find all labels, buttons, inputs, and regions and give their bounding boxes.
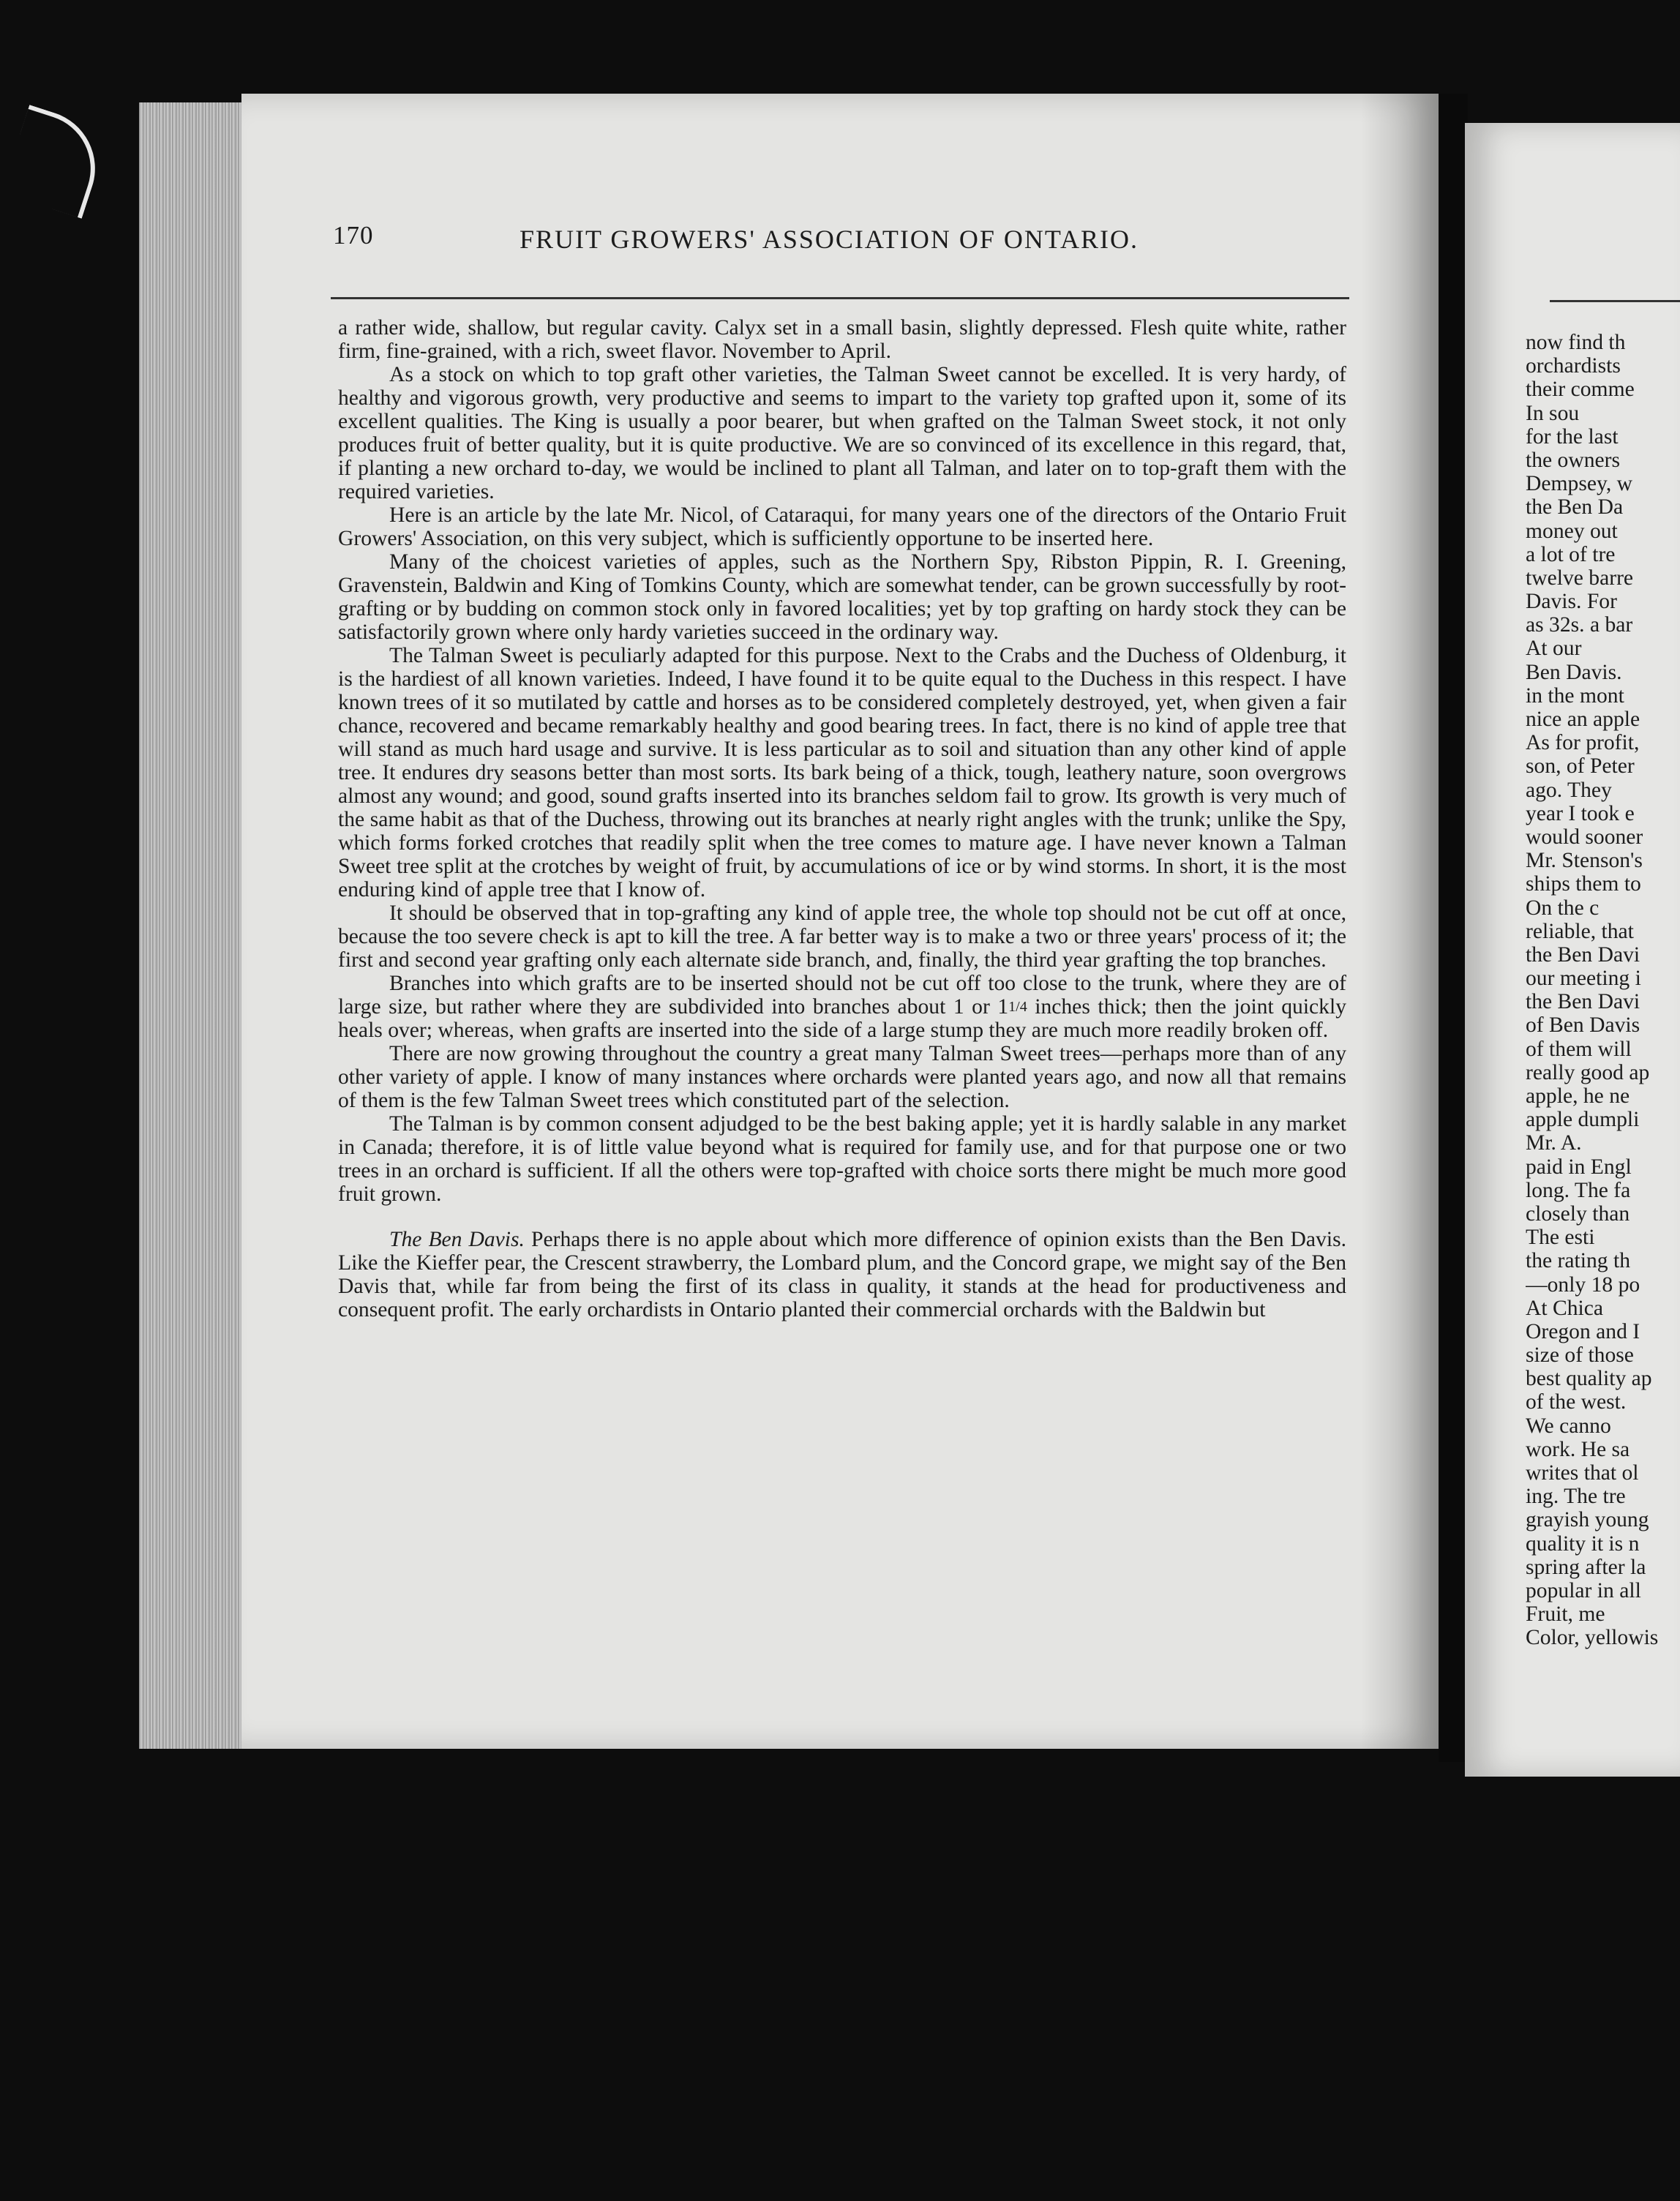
right-page-line: our meeting i <box>1526 967 1641 991</box>
right-page-line: ing. The tre <box>1526 1485 1626 1509</box>
paragraph: The Talman is by common consent adjudged to be the best baking apple; yet it is hardly salable in any market in Canada; therefore, it is of little value beyond what is required for family use, and for that purpose one or two trees in an orchard is sufficient. If all the others were top-grafted with choice sorts there might be much more good fruit grown. <box>338 1112 1346 1206</box>
paragraph: The Talman Sweet is peculiarly adapted for this purpose. Next to the Crabs and the Duchess of Oldenburg, it is the hardiest of all known varieties. Indeed, I have found it to be quite equal to the Duchess in this respect. I have known trees of it so mutilated by cattle and horses as to be considered completely destroyed, yet, when given a fair chance, recovered and became remarkably healthy and good bearing trees. In fact, there is no kind of apple tree that will stand as much hard usage and survive. It is less particular as to soil and situation than any other kind of apple tree. It endures dry seasons better than most sorts. Its bark being of a thick, tough, leathery nature, soon overgrows almost any wound; and good, sound grafts inserted into its branches seldom fail to grow. Its growth is very much of the same habit as that of the Duchess, throwing out its branches at nearly right angles with the trunk; unlike the Spy, which forms forked crotches that readily split when the tree comes to mature age. I have never known a Talman Sweet tree split at the crotches by weight of fruit, by accumulations of ice or by wind storms. In short, it is the most enduring kind of apple tree that I know of. <box>338 644 1346 901</box>
right-page-line: spring after la <box>1526 1555 1646 1579</box>
right-page-line: the rating th <box>1526 1249 1630 1273</box>
right-page-line: closely than <box>1526 1201 1630 1226</box>
paragraph: There are now growing throughout the country a great many Talman Sweet trees—perhaps more than of any other variety of apple. I know of many instances where orchards were planted years ago, and now all that remains of them is the few Talman Sweet trees which constituted part of the selection. <box>338 1042 1346 1112</box>
right-page-line: ago. They <box>1526 778 1612 802</box>
paragraph-text: Branches into which grafts are to be inserted should not be cut off too close to the trunk, where they are of large size, but rather where they are subdivided into branches about 1 or 1 <box>338 972 1346 1019</box>
right-page-line: In sou <box>1526 401 1580 425</box>
right-page-line: as 32s. a bar <box>1526 613 1633 637</box>
running-title: FRUIT GROWERS' ASSOCIATION OF ONTARIO. <box>520 225 1139 254</box>
right-page-line: son, of Peter <box>1526 754 1635 779</box>
right-page-line: reliable, that <box>1526 919 1634 943</box>
page-number: 170 <box>333 221 374 250</box>
right-page-line: Mr. Stenson's <box>1526 849 1643 873</box>
right-page-line: of Ben Davis <box>1526 1013 1640 1038</box>
right-page-line: orchardists <box>1526 354 1621 378</box>
fraction: 1/4 <box>1008 999 1027 1015</box>
right-page-line: Color, yellowis <box>1526 1626 1659 1650</box>
right-page-line: writes that ol <box>1526 1461 1639 1485</box>
right-page-line: On the c <box>1526 896 1600 920</box>
right-page-line: Dempsey, w <box>1526 472 1633 496</box>
right-page-line: grayish young <box>1526 1508 1649 1532</box>
right-page-line: Fruit, me <box>1526 1602 1605 1627</box>
right-page-line: the Ben Davi <box>1526 942 1640 967</box>
right-page-text <box>1526 331 1680 1650</box>
right-page-line: now find th <box>1526 331 1626 354</box>
page-stack-edge <box>139 102 256 1749</box>
right-page-line: Oregon and I <box>1526 1319 1640 1343</box>
right-page-line: long. The fa <box>1526 1178 1631 1202</box>
right-page-line: —only 18 po <box>1526 1272 1640 1297</box>
page-header <box>333 221 1343 258</box>
right-page-header-rule <box>1550 300 1680 302</box>
header-rule <box>331 297 1349 299</box>
right-page-line: money out <box>1526 519 1618 543</box>
right-page-line: The esti <box>1526 1226 1595 1250</box>
right-page-line: paid in Engl <box>1526 1155 1632 1179</box>
paragraph: Here is an article by the late Mr. Nicol, of Cataraqui, for many years one of the directors of the Ontario Fruit Growers' Association, on this very subject, which is sufficiently opportune to be inserted here. <box>338 503 1346 550</box>
paragraph <box>338 972 1346 1042</box>
paragraph-text: Perhaps there is no apple about which more difference of opinion exists than the Ben Davis. Like the Kieffer pear, the Crescent strawberry, the Lombard plum, and the Concord grape, we might say of the Ben Davis that, while far from being the first of its class in quality, it stands at the head for productiveness and consequent profit. The early orchardists in Ontario planted their commercial orchards with the Baldwin but <box>338 1228 1346 1321</box>
right-page-line: ships them to <box>1526 872 1641 896</box>
right-page-line: of them will <box>1526 1037 1632 1061</box>
right-page-line: Davis. For <box>1526 590 1617 614</box>
right-page-line: quality it is n <box>1526 1531 1640 1556</box>
gutter-shadow <box>1361 94 1441 1749</box>
right-page-line: size of those <box>1526 1343 1634 1368</box>
right-page-line: apple dumpli <box>1526 1108 1640 1132</box>
right-page-line: would sooner <box>1526 825 1643 849</box>
right-page-line: the Ben Da <box>1526 495 1624 520</box>
right-page-line: the Ben Davi <box>1526 990 1640 1014</box>
body-text <box>338 316 1346 1321</box>
right-page-line: As for profit, <box>1526 731 1640 755</box>
right-page-line: year I took e <box>1526 801 1635 825</box>
paragraph: Many of the choicest varieties of apples, such as the Northern Spy, Ribston Pippin, R. I. Greening, Gravenstein, Baldwin and King of Tomkins County, which are somewhat tender, can be grown successfully by root-grafting or by budding on common stock only in favored localities; yet by top grafting on hardy stock they can be satisfactorily grown where only hardy varieties succeed in the ordinary way. <box>338 550 1346 644</box>
right-page-line: in the mont <box>1526 683 1624 708</box>
right-page-line: work. He sa <box>1526 1437 1630 1461</box>
paragraph: As a stock on which to top graft other varieties, the Talman Sweet cannot be excelled. It is very hardy, of healthy and vigorous growth, very productive and seems to impart to the variety top grafted upon it, some of its excellent qualities. The King is usually a poor bearer, but when grafted on the Talman Sweet stock, it not only produces fruit of better quality, but it is quite productive. We are so convinced of its excellence in this regard, that, if planting a new orchard to-day, we would be inclined to plant all Talman, and later on to top-graft them with the required varieties. <box>338 363 1346 503</box>
right-page-line: At our <box>1526 637 1582 661</box>
right-page-line: for the last <box>1526 424 1619 449</box>
right-page-line: nice an apple <box>1526 708 1640 731</box>
paragraph-text: inches thick; then the joint quickly heals over; whereas, when grafts are inserted into the side of a large stump they are much more readily broken off. <box>338 995 1346 1042</box>
paragraph: It should be observed that in top-grafting any kind of apple tree, the whole top should not be cut off at once, because the too severe check is apt to kill the tree. A far better way is to make a two or three years' process of it; the first and second year grafting only each alternate side branch, and, finally, the third year grafting the top branches. <box>338 901 1346 972</box>
right-page-line: really good ap <box>1526 1060 1650 1084</box>
right-page-line: their comme <box>1526 378 1635 402</box>
right-page-line: Ben Davis. <box>1526 660 1622 684</box>
right-page-line: a lot of tre <box>1526 542 1616 566</box>
paragraph: a rather wide, shallow, but regular cavity. Calyx set in a small basin, slightly depressed. Flesh quite white, rather firm, fine-grained, with a rich, sweet flavor. November to April. <box>338 316 1346 363</box>
book-gutter <box>1439 94 1468 1762</box>
right-page-line: best quality ap <box>1526 1367 1652 1391</box>
paragraph <box>338 1228 1346 1321</box>
right-page-line: At Chica <box>1526 1296 1604 1320</box>
right-page-line: We canno <box>1526 1414 1611 1438</box>
right-page-line: Mr. A. <box>1526 1131 1582 1155</box>
right-page-line: twelve barre <box>1526 566 1634 590</box>
right-page-line: of the west. <box>1526 1390 1627 1414</box>
right-page-line: the owners <box>1526 448 1621 472</box>
right-page-line: popular in all <box>1526 1578 1641 1602</box>
right-page-line: apple, he ne <box>1526 1084 1630 1108</box>
section-title: The Ben Davis. <box>389 1228 525 1251</box>
